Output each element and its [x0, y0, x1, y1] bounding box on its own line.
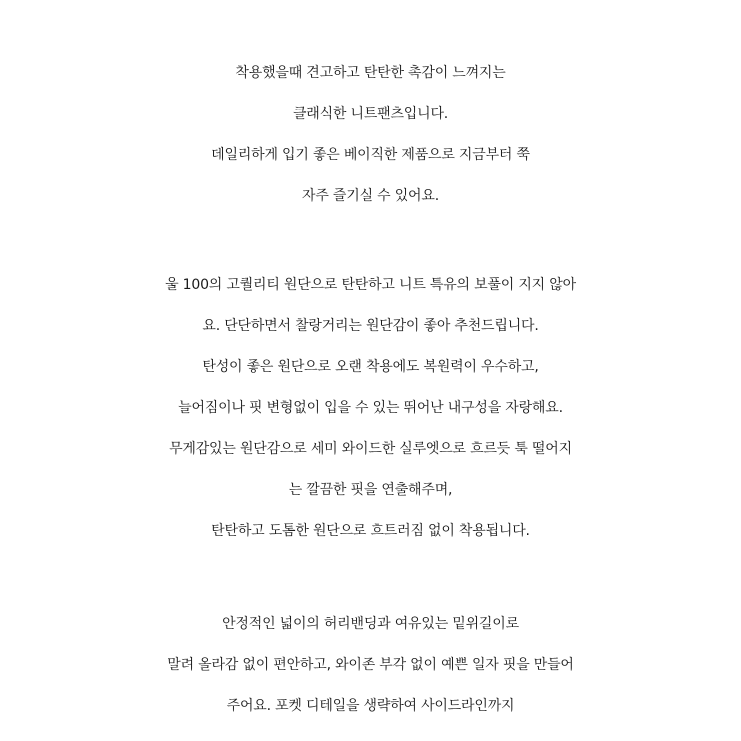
text-line: 착용했을때 견고하고 탄탄한 촉감이 느껴지는 — [235, 65, 506, 81]
text-line: 안정적인 넓이의 허리밴딩과 여유있는 밑위길이로 — [222, 616, 519, 632]
text-line: 클래식한 니트팬츠입니다. — [292, 106, 449, 122]
text-line: 데일리하게 입기 좋은 베이직한 제품으로 지금부터 쭉 — [211, 147, 530, 163]
text-line: 탄탄하고 도톰한 원단으로 흐트러짐 없이 착용됩니다. — [211, 523, 530, 539]
paragraph-material — [0, 265, 741, 552]
text-line: 주어요. 포켓 디테일을 생략하여 사이드라인까지 — [226, 698, 515, 714]
paragraph-fit — [0, 604, 741, 727]
text-line: 말려 올라감 없이 편안하고, 와이존 부각 없이 예쁜 일자 핏을 만들어 — [167, 657, 574, 673]
text-line: 늘어짐이나 핏 변형없이 입을 수 있는 뛰어난 내구성을 자랑해요. — [178, 400, 563, 416]
text-line: 자주 즐기실 수 있어요. — [302, 188, 439, 204]
text-line: 울 100의 고퀄리티 원단으로 탄탄하고 니트 특유의 보풀이 지지 않아 — [165, 277, 576, 293]
text-line: 요. 단단하면서 찰랑거리는 원단감이 좋아 추천드립니다. — [202, 318, 539, 334]
text-line: 탄성이 좋은 원단으로 오랜 착용에도 복원력이 우수하고, — [202, 359, 539, 375]
text-line: 무게감있는 원단감으로 세미 와이드한 실루엣으로 흐르듯 툭 떨어지 — [169, 441, 572, 457]
paragraph-fabric-feel — [0, 53, 741, 217]
text-line: 는 깔끔한 핏을 연출해주며, — [288, 482, 453, 498]
